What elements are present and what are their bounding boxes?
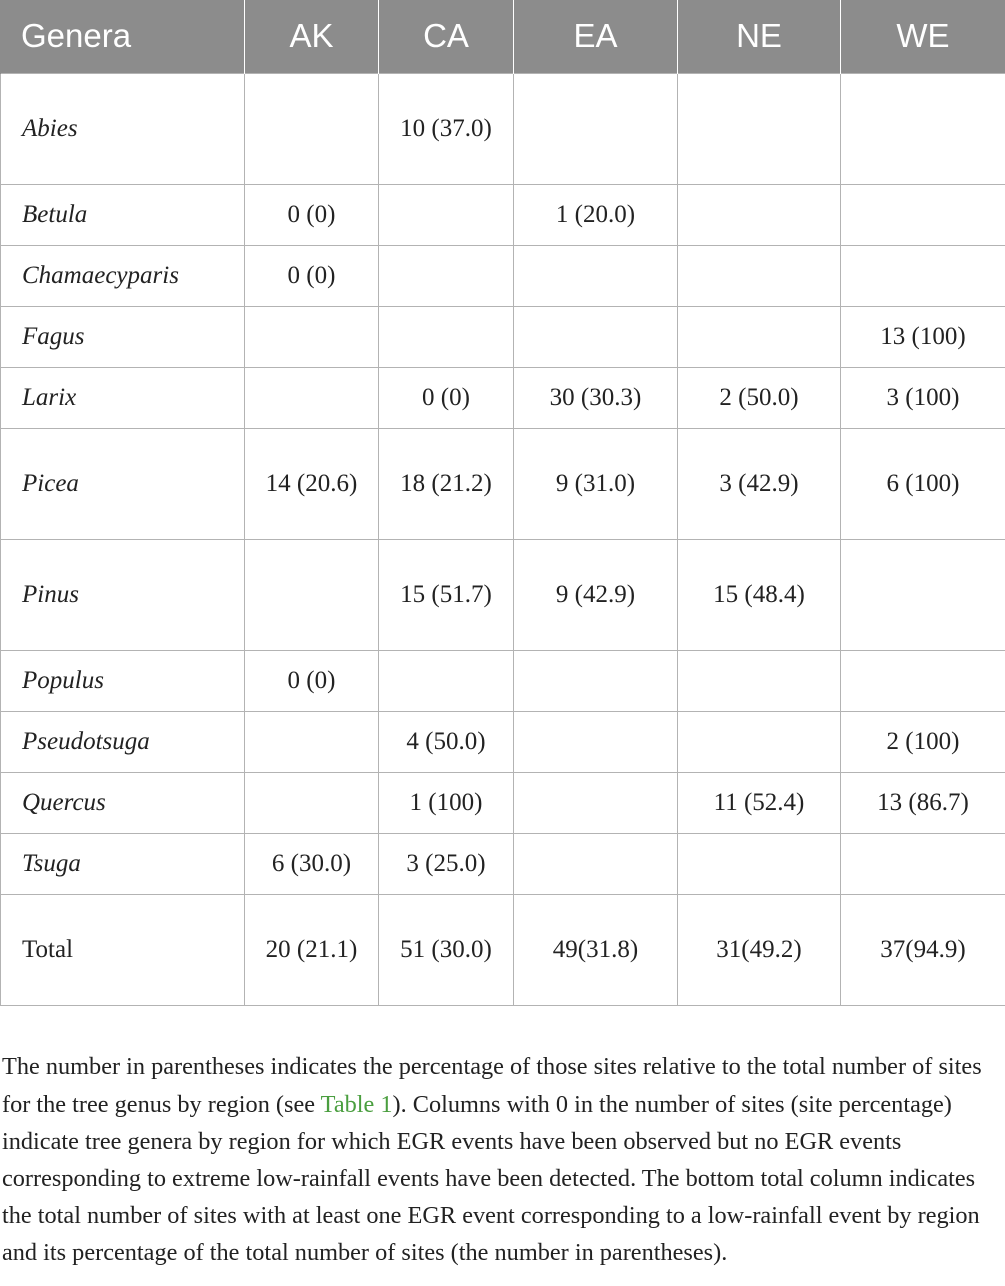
ne-cell: 2 (50.0) bbox=[678, 367, 841, 428]
ak-cell: 0 (0) bbox=[245, 650, 379, 711]
table-row-total bbox=[1, 894, 1005, 1005]
genus-cell: Betula bbox=[1, 184, 245, 245]
ne-cell bbox=[678, 245, 841, 306]
ak-cell: 20 (21.1) bbox=[245, 894, 379, 1005]
we-cell bbox=[841, 73, 1005, 184]
ea-cell bbox=[514, 650, 678, 711]
table-row bbox=[1, 772, 1005, 833]
ca-cell bbox=[379, 245, 514, 306]
ne-cell: 11 (52.4) bbox=[678, 772, 841, 833]
ea-cell bbox=[514, 245, 678, 306]
genus-cell: Quercus bbox=[1, 772, 245, 833]
table-row bbox=[1, 711, 1005, 772]
table-row bbox=[1, 306, 1005, 367]
ne-cell: 31(49.2) bbox=[678, 894, 841, 1005]
ne-cell bbox=[678, 184, 841, 245]
table-row bbox=[1, 539, 1005, 650]
table-row bbox=[1, 367, 1005, 428]
ca-cell: 18 (21.2) bbox=[379, 428, 514, 539]
table-row bbox=[1, 184, 1005, 245]
ea-cell: 49(31.8) bbox=[514, 894, 678, 1005]
total-label-cell: Total bbox=[1, 894, 245, 1005]
we-cell: 6 (100) bbox=[841, 428, 1005, 539]
table-footnote bbox=[2, 1048, 1002, 1271]
column-header-ne: NE bbox=[678, 0, 841, 73]
ca-cell bbox=[379, 650, 514, 711]
ne-cell bbox=[678, 833, 841, 894]
table-row bbox=[1, 650, 1005, 711]
ea-cell bbox=[514, 772, 678, 833]
table-header-row bbox=[1, 0, 1005, 73]
ne-cell bbox=[678, 73, 841, 184]
genus-cell: Populus bbox=[1, 650, 245, 711]
we-cell bbox=[841, 539, 1005, 650]
genus-cell: Chamaecyparis bbox=[1, 245, 245, 306]
ak-cell: 0 (0) bbox=[245, 245, 379, 306]
ak-cell bbox=[245, 539, 379, 650]
column-header-genera: Genera bbox=[1, 0, 245, 73]
table-row bbox=[1, 428, 1005, 539]
genus-cell: Picea bbox=[1, 428, 245, 539]
we-cell bbox=[841, 650, 1005, 711]
ak-cell: 6 (30.0) bbox=[245, 833, 379, 894]
ne-cell bbox=[678, 711, 841, 772]
ne-cell bbox=[678, 650, 841, 711]
we-cell: 13 (100) bbox=[841, 306, 1005, 367]
ea-cell bbox=[514, 306, 678, 367]
column-header-ca: CA bbox=[379, 0, 514, 73]
column-header-ea: EA bbox=[514, 0, 678, 73]
ca-cell: 4 (50.0) bbox=[379, 711, 514, 772]
we-cell: 2 (100) bbox=[841, 711, 1005, 772]
we-cell: 13 (86.7) bbox=[841, 772, 1005, 833]
table-1-link[interactable]: Table 1 bbox=[320, 1090, 393, 1118]
genus-cell: Larix bbox=[1, 367, 245, 428]
we-cell bbox=[841, 833, 1005, 894]
footnote-text-end: ). Columns with 0 in the number of sites (site percentage) indicate tree genera by region for which EGR events have been observed but no EGR events corresponding to extreme low-rainfall events have been detected. The bottom total column indicates the total number of sites with at least one EGR event corresponding to a low-rainfall event by region and its percentage of the total number of sites (the number in parentheses). bbox=[2, 1090, 980, 1267]
ea-cell: 9 (42.9) bbox=[514, 539, 678, 650]
ne-cell bbox=[678, 306, 841, 367]
footnote-text-start: The number in parentheses indicates the percentage of those sites relative to the total number of sites for the tree genus by region (see bbox=[2, 1053, 982, 1118]
ca-cell: 15 (51.7) bbox=[379, 539, 514, 650]
ak-cell bbox=[245, 73, 379, 184]
ea-cell bbox=[514, 711, 678, 772]
we-cell bbox=[841, 184, 1005, 245]
we-cell: 3 (100) bbox=[841, 367, 1005, 428]
we-cell: 37(94.9) bbox=[841, 894, 1005, 1005]
genus-cell: Pseudotsuga bbox=[1, 711, 245, 772]
ca-cell bbox=[379, 306, 514, 367]
ea-cell: 1 (20.0) bbox=[514, 184, 678, 245]
ca-cell bbox=[379, 184, 514, 245]
ea-cell bbox=[514, 73, 678, 184]
ne-cell: 3 (42.9) bbox=[678, 428, 841, 539]
genus-cell: Fagus bbox=[1, 306, 245, 367]
ak-cell bbox=[245, 772, 379, 833]
column-header-ak: AK bbox=[245, 0, 379, 73]
ak-cell: 0 (0) bbox=[245, 184, 379, 245]
ca-cell: 1 (100) bbox=[379, 772, 514, 833]
genus-cell: Abies bbox=[1, 73, 245, 184]
column-header-we: WE bbox=[841, 0, 1005, 73]
table-row bbox=[1, 245, 1005, 306]
ak-cell bbox=[245, 306, 379, 367]
genus-cell: Pinus bbox=[1, 539, 245, 650]
ea-cell: 9 (31.0) bbox=[514, 428, 678, 539]
ca-cell: 0 (0) bbox=[379, 367, 514, 428]
we-cell bbox=[841, 245, 1005, 306]
genus-cell: Tsuga bbox=[1, 833, 245, 894]
ca-cell: 10 (37.0) bbox=[379, 73, 514, 184]
ak-cell: 14 (20.6) bbox=[245, 428, 379, 539]
ea-cell: 30 (30.3) bbox=[514, 367, 678, 428]
table-row bbox=[1, 73, 1005, 184]
table-row bbox=[1, 833, 1005, 894]
ak-cell bbox=[245, 367, 379, 428]
ea-cell bbox=[514, 833, 678, 894]
ca-cell: 3 (25.0) bbox=[379, 833, 514, 894]
ca-cell: 51 (30.0) bbox=[379, 894, 514, 1005]
ak-cell bbox=[245, 711, 379, 772]
ne-cell: 15 (48.4) bbox=[678, 539, 841, 650]
